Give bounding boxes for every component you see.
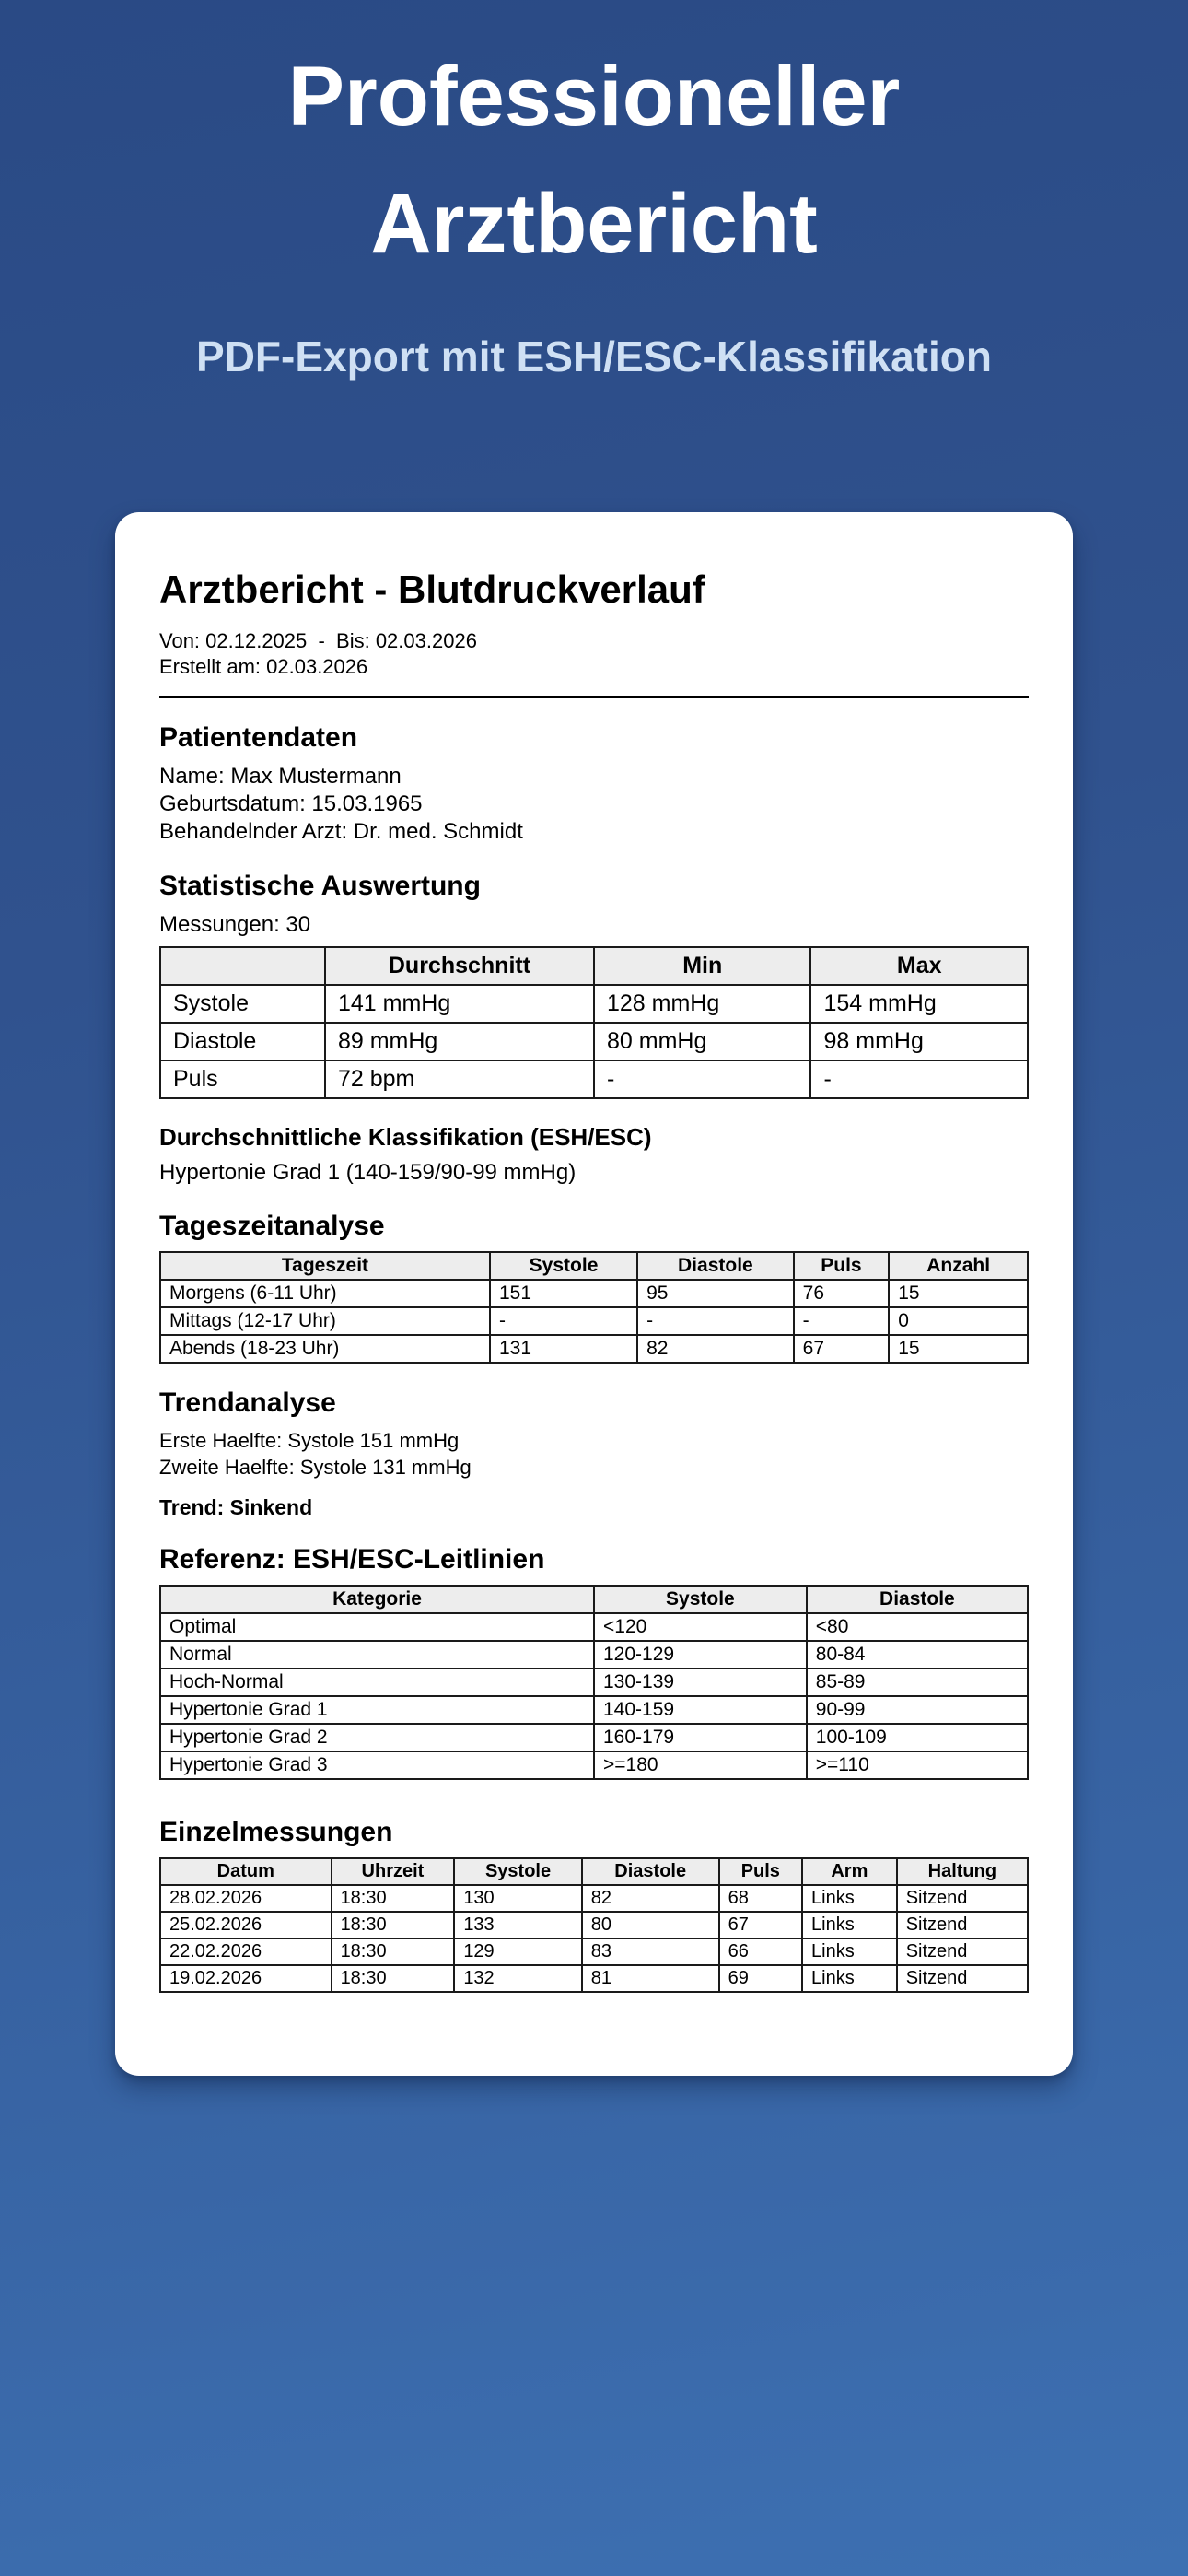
table-cell: 83 <box>582 1938 719 1965</box>
column-header: Haltung <box>897 1858 1028 1885</box>
table-row <box>160 1724 1028 1751</box>
table-row <box>160 1586 1028 1613</box>
column-header: Systole <box>490 1252 637 1280</box>
table-row <box>160 1669 1028 1696</box>
report-created-date: Erstellt am: 02.03.2026 <box>159 655 368 679</box>
table-row <box>160 1023 1028 1060</box>
table-cell: Links <box>802 1965 897 1992</box>
table-row <box>160 1751 1028 1779</box>
table-cell: 28.02.2026 <box>160 1885 332 1912</box>
table-cell: Hypertonie Grad 3 <box>160 1751 594 1779</box>
table-row <box>160 1335 1028 1363</box>
table-cell: >=110 <box>807 1751 1028 1779</box>
table-cell: Systole <box>160 985 325 1023</box>
table-cell: Sitzend <box>897 1912 1028 1938</box>
table-cell: 129 <box>454 1938 581 1965</box>
section-heading-reference: Referenz: ESH/ESC-Leitlinien <box>159 1544 545 1575</box>
table-row <box>160 1858 1028 1885</box>
table-row <box>160 1060 1028 1098</box>
column-header: Anzahl <box>889 1252 1028 1280</box>
table-row <box>160 947 1028 985</box>
divider <box>159 696 1029 698</box>
reference-table-header <box>160 1586 1028 1613</box>
table-cell: 25.02.2026 <box>160 1912 332 1938</box>
table-cell: Optimal <box>160 1613 594 1641</box>
column-header: Kategorie <box>160 1586 594 1613</box>
statistics-table <box>159 946 1029 1099</box>
table-row <box>160 1252 1028 1280</box>
measurements-count: Messungen: 30 <box>159 911 311 937</box>
column-header: Tageszeit <box>160 1252 490 1280</box>
table-cell: 69 <box>719 1965 802 1992</box>
table-row <box>160 1965 1028 1992</box>
table-cell: 66 <box>719 1938 802 1965</box>
report-title: Arztbericht - Blutdruckverlauf <box>159 567 705 611</box>
trend-first-half: Erste Haelfte: Systole 151 mmHg <box>159 1429 460 1453</box>
table-cell: 80 <box>582 1912 719 1938</box>
table-cell: Links <box>802 1912 897 1938</box>
table-cell: 18:30 <box>332 1965 455 1992</box>
column-header: Durchschnitt <box>325 947 594 985</box>
table-cell: Links <box>802 1938 897 1965</box>
table-cell: 82 <box>582 1885 719 1912</box>
table-cell: 15 <box>889 1280 1028 1307</box>
table-row <box>160 1280 1028 1307</box>
table-cell: Sitzend <box>897 1938 1028 1965</box>
section-heading-statistics: Statistische Auswertung <box>159 870 481 901</box>
table-row <box>160 1696 1028 1724</box>
table-cell: 100-109 <box>807 1724 1028 1751</box>
table-cell: 131 <box>490 1335 637 1363</box>
table-cell: Puls <box>160 1060 325 1098</box>
section-heading-daytime-analysis: Tageszeitanalyse <box>159 1211 385 1242</box>
column-header: Diastole <box>807 1586 1028 1613</box>
table-cell: <120 <box>594 1613 807 1641</box>
table-cell: 18:30 <box>332 1938 455 1965</box>
trend-second-half: Zweite Haelfte: Systole 131 mmHg <box>159 1455 472 1479</box>
table-row <box>160 1885 1028 1912</box>
table-cell: 98 mmHg <box>810 1023 1028 1060</box>
column-header: Datum <box>160 1858 332 1885</box>
table-cell: >=180 <box>594 1751 807 1779</box>
single-measurements-table-header <box>160 1858 1028 1885</box>
table-row <box>160 1641 1028 1669</box>
classification-heading: Durchschnittliche Klassifikation (ESH/ESC) <box>159 1122 652 1151</box>
statistics-table-header <box>160 947 1028 985</box>
column-header: Diastole <box>582 1858 719 1885</box>
table-row <box>160 1613 1028 1641</box>
table-row <box>160 1912 1028 1938</box>
table-cell: 72 bpm <box>325 1060 594 1098</box>
table-cell: 89 mmHg <box>325 1023 594 1060</box>
table-cell: 22.02.2026 <box>160 1938 332 1965</box>
table-cell: 76 <box>794 1280 890 1307</box>
table-cell: 95 <box>637 1280 794 1307</box>
table-cell: 120-129 <box>594 1641 807 1669</box>
table-cell: Normal <box>160 1641 594 1669</box>
daytime-table <box>159 1251 1029 1364</box>
app-header <box>0 0 1188 385</box>
section-heading-patient-data: Patientendaten <box>159 721 358 753</box>
table-cell: Hypertonie Grad 1 <box>160 1696 594 1724</box>
table-cell: - <box>810 1060 1028 1098</box>
reference-table <box>159 1585 1029 1780</box>
table-row <box>160 985 1028 1023</box>
table-cell: 67 <box>794 1335 890 1363</box>
table-row <box>160 1307 1028 1335</box>
table-cell: Sitzend <box>897 1965 1028 1992</box>
table-cell: Diastole <box>160 1023 325 1060</box>
table-cell: 82 <box>637 1335 794 1363</box>
table-cell: Hypertonie Grad 2 <box>160 1724 594 1751</box>
column-header: Max <box>810 947 1028 985</box>
table-row <box>160 1938 1028 1965</box>
table-cell: - <box>594 1060 811 1098</box>
table-cell: Sitzend <box>897 1885 1028 1912</box>
table-cell: Mittags (12-17 Uhr) <box>160 1307 490 1335</box>
column-header: Systole <box>454 1858 581 1885</box>
table-cell: 141 mmHg <box>325 985 594 1023</box>
table-cell: 132 <box>454 1965 581 1992</box>
classification-value: Hypertonie Grad 1 (140-159/90-99 mmHg) <box>159 1159 577 1185</box>
table-cell: 151 <box>490 1280 637 1307</box>
table-cell: 19.02.2026 <box>160 1965 332 1992</box>
table-cell: 130 <box>454 1885 581 1912</box>
column-header <box>160 947 325 985</box>
column-header: Uhrzeit <box>332 1858 455 1885</box>
column-header: Systole <box>594 1586 807 1613</box>
column-header: Puls <box>794 1252 890 1280</box>
daytime-table-header <box>160 1252 1028 1280</box>
trend-result: Trend: Sinkend <box>159 1495 313 1520</box>
table-cell: 90-99 <box>807 1696 1028 1724</box>
table-cell: Links <box>802 1885 897 1912</box>
app-subtitle: PDF-Export mit ESH/ESC-Klassifikation <box>196 333 992 381</box>
single-measurements-table <box>159 1857 1029 1993</box>
table-cell: 154 mmHg <box>810 985 1028 1023</box>
section-heading-single-measurements: Einzelmessungen <box>159 1817 393 1848</box>
table-cell: 68 <box>719 1885 802 1912</box>
report-date-range: Von: 02.12.2025 - Bis: 02.03.2026 <box>159 628 477 652</box>
table-cell: 67 <box>719 1912 802 1938</box>
table-cell: 130-139 <box>594 1669 807 1696</box>
patient-birthdate: Geburtsdatum: 15.03.1965 <box>159 791 423 817</box>
table-cell: 85-89 <box>807 1669 1028 1696</box>
table-cell: 80-84 <box>807 1641 1028 1669</box>
table-cell: 15 <box>889 1335 1028 1363</box>
table-cell: 80 mmHg <box>594 1023 811 1060</box>
table-cell: 0 <box>889 1307 1028 1335</box>
patient-doctor: Behandelnder Arzt: Dr. med. Schmidt <box>159 819 523 845</box>
table-cell: 133 <box>454 1912 581 1938</box>
table-cell: 160-179 <box>594 1724 807 1751</box>
column-header: Arm <box>802 1858 897 1885</box>
table-cell: - <box>637 1307 794 1335</box>
table-cell: Hoch-Normal <box>160 1669 594 1696</box>
table-cell: 81 <box>582 1965 719 1992</box>
patient-name: Name: Max Mustermann <box>159 763 402 789</box>
column-header: Diastole <box>637 1252 794 1280</box>
table-cell: 18:30 <box>332 1912 455 1938</box>
table-cell: 18:30 <box>332 1885 455 1912</box>
table-cell: 140-159 <box>594 1696 807 1724</box>
table-cell: - <box>490 1307 637 1335</box>
column-header: Min <box>594 947 811 985</box>
app-title: Professioneller Arztbericht <box>287 50 901 271</box>
section-heading-trend-analysis: Trendanalyse <box>159 1388 336 1419</box>
table-cell: - <box>794 1307 890 1335</box>
column-header: Puls <box>719 1858 802 1885</box>
report-card <box>115 512 1073 2077</box>
table-cell: 128 mmHg <box>594 985 811 1023</box>
table-cell: Abends (18-23 Uhr) <box>160 1335 490 1363</box>
table-cell: <80 <box>807 1613 1028 1641</box>
table-cell: Morgens (6-11 Uhr) <box>160 1280 490 1307</box>
